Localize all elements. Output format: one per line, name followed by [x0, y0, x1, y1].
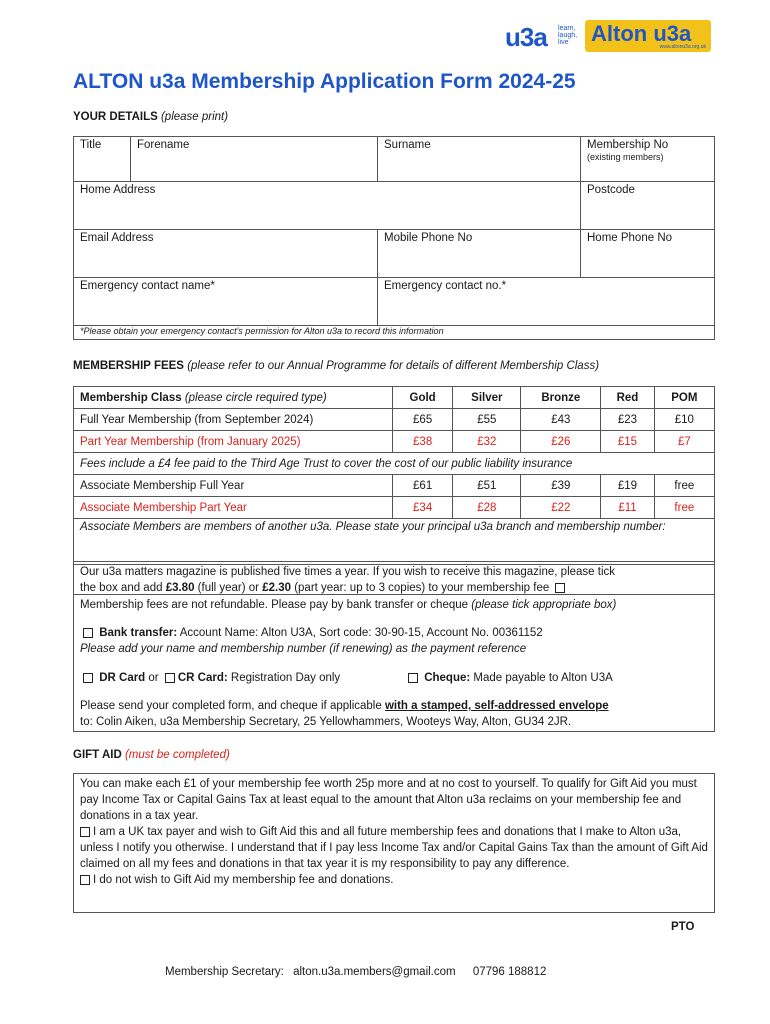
mobile-phone-field[interactable]: Mobile Phone No [378, 230, 581, 278]
col-pom: POM [654, 387, 714, 409]
magazine-checkbox[interactable] [555, 583, 565, 593]
col-red: Red [601, 387, 654, 409]
page-title: ALTON u3a Membership Application Form 2024-25 [73, 70, 576, 93]
fee-cell[interactable]: free [654, 475, 714, 497]
footer-email: alton.u3a.members@gmail.com [293, 966, 456, 978]
fee-cell[interactable]: £43 [521, 409, 601, 431]
alton-u3a-logo [585, 20, 711, 52]
payment-box [73, 594, 715, 732]
payment-intro: Membership fees are not refundable. Please pay by bank transfer or cheque (please tick appropriate box) [80, 599, 617, 611]
row-label: Associate Membership Part Year [74, 497, 393, 519]
fee-cell[interactable]: £39 [521, 475, 601, 497]
fee-cell[interactable]: £10 [654, 409, 714, 431]
col-bronze: Bronze [521, 387, 601, 409]
gift-aid-no-option: I do not wish to Gift Aid my membership fee and donations. [80, 872, 708, 888]
fee-cell[interactable]: £34 [393, 497, 453, 519]
fee-cell[interactable]: £15 [601, 431, 654, 453]
bank-transfer-checkbox[interactable] [83, 628, 93, 638]
u3a-logo: u3a [505, 22, 547, 52]
col-silver: Silver [453, 387, 521, 409]
alton-logo-text: Alton u3a [591, 21, 692, 46]
assoc-part-row [74, 497, 715, 519]
footer-label: Membership Secretary: [165, 966, 284, 978]
fee-cell[interactable]: £11 [601, 497, 654, 519]
details-table [73, 136, 715, 340]
bank-note: Please add your name and membership number (if renewing) as the payment reference [80, 643, 527, 655]
home-phone-field[interactable]: Home Phone No [581, 230, 715, 278]
row-label: Part Year Membership (from January 2025) [74, 431, 393, 453]
row-label: Associate Membership Full Year [74, 475, 393, 497]
membership-no-field[interactable]: Membership No (existing members) [581, 137, 715, 182]
gift-aid-yes-option: I am a UK tax payer and wish to Gift Aid this and all future membership fees and donations that I make to Alton u3a, unless I notify you otherwise. I understand that if I pay less Income Tax and/or Capital Gains Tax than the amount of Gift Aid claimed on all my fees and donations in that tax year it is my responsibility to pay any difference. [80, 826, 708, 870]
fees-heading: MEMBERSHIP FEES (please refer to our Annual Programme for details of different Membership Class) [73, 360, 600, 372]
fee-cell[interactable]: £65 [393, 409, 453, 431]
gift-aid-no-checkbox[interactable] [80, 875, 90, 885]
cheque-checkbox[interactable] [408, 673, 418, 683]
fee-cell[interactable]: £61 [393, 475, 453, 497]
magazine-text: Our u3a matters magazine is published five times a year. If you wish to receive this magazine, please tick [80, 566, 616, 578]
fee-cell[interactable]: £38 [393, 431, 453, 453]
fee-note: Fees include a £4 fee paid to the Third Age Trust to cover the cost of our public liability insurance [74, 453, 715, 475]
fee-cell[interactable]: £32 [453, 431, 521, 453]
class-header: Membership Class (please circle required type) [74, 387, 393, 409]
send-instructions: Please send your completed form, and cheque if applicable with a stamped, self-addressed envelope [80, 700, 609, 712]
title-field[interactable]: Title [74, 137, 131, 182]
send-address: to: Colin Aiken, u3a Membership Secretary, 25 Yellowhammers, Wooteys Way, Alton, GU34 2JR. [80, 716, 572, 728]
fee-cell[interactable]: £28 [453, 497, 521, 519]
fee-cell[interactable]: £22 [521, 497, 601, 519]
alton-logo-url: www.altonu3a.org.uk [659, 44, 706, 50]
col-gold: Gold [393, 387, 453, 409]
home-address-field[interactable]: Home Address [74, 182, 581, 230]
assoc-full-row [74, 475, 715, 497]
card-cheque-options: DR Card or CR Card: Registration Day only Cheque: Made payable to Alton U3A [80, 670, 708, 686]
gift-aid-heading: GIFT AID (must be completed) [73, 749, 230, 761]
gift-aid-intro: You can make each £1 of your membership fee worth 25p more and at no cost to yourself. To qualify for Gift Aid you must pay Income Tax or Capital Gains Tax at least equal to the amount that Alton u3a reclaims on your membership fee and donations in a tax year. [80, 778, 697, 822]
logo-tagline: learn, laugh, live [558, 25, 578, 46]
magazine-price-line: the box and add £3.80 (full year) or £2.30 (part year: up to 3 copies) to your membership fee [80, 580, 708, 596]
fee-cell[interactable]: £26 [521, 431, 601, 453]
pto-label: PTO [671, 921, 695, 933]
row-label: Full Year Membership (from September 2024) [74, 409, 393, 431]
details-heading: YOUR DETAILS (please print) [73, 111, 229, 123]
gift-aid-yes-checkbox[interactable] [80, 827, 90, 837]
email-field[interactable]: Email Address [74, 230, 378, 278]
associate-note-field[interactable]: Associate Members are members of another u3a. Please state your principal u3a branch and membership number: [74, 519, 715, 565]
fee-cell[interactable]: £51 [453, 475, 521, 497]
fee-cell[interactable]: £23 [601, 409, 654, 431]
fee-cell[interactable]: free [654, 497, 714, 519]
dr-card-checkbox[interactable] [83, 673, 93, 683]
part-year-row [74, 431, 715, 453]
emergency-note: *Please obtain your emergency contact's permission for Alton u3a to record this information [74, 326, 715, 340]
full-year-row [74, 409, 715, 431]
fee-cell[interactable]: £19 [601, 475, 654, 497]
forename-field[interactable]: Forename [131, 137, 378, 182]
magazine-box [73, 561, 715, 595]
footer [165, 966, 546, 978]
footer-phone: 07796 188812 [472, 966, 547, 978]
emergency-no-field[interactable]: Emergency contact no.* [378, 278, 715, 326]
fee-cell[interactable]: £7 [654, 431, 714, 453]
cr-card-checkbox[interactable] [165, 673, 175, 683]
surname-field[interactable]: Surname [378, 137, 581, 182]
bank-transfer-option: Bank transfer: Account Name: Alton U3A, Sort code: 30-90-15, Account No. 00361152 [80, 625, 708, 641]
gift-aid-box [73, 773, 715, 913]
postcode-field[interactable]: Postcode [581, 182, 715, 230]
fees-table [73, 386, 715, 565]
fee-cell[interactable]: £55 [453, 409, 521, 431]
emergency-name-field[interactable]: Emergency contact name* [74, 278, 378, 326]
